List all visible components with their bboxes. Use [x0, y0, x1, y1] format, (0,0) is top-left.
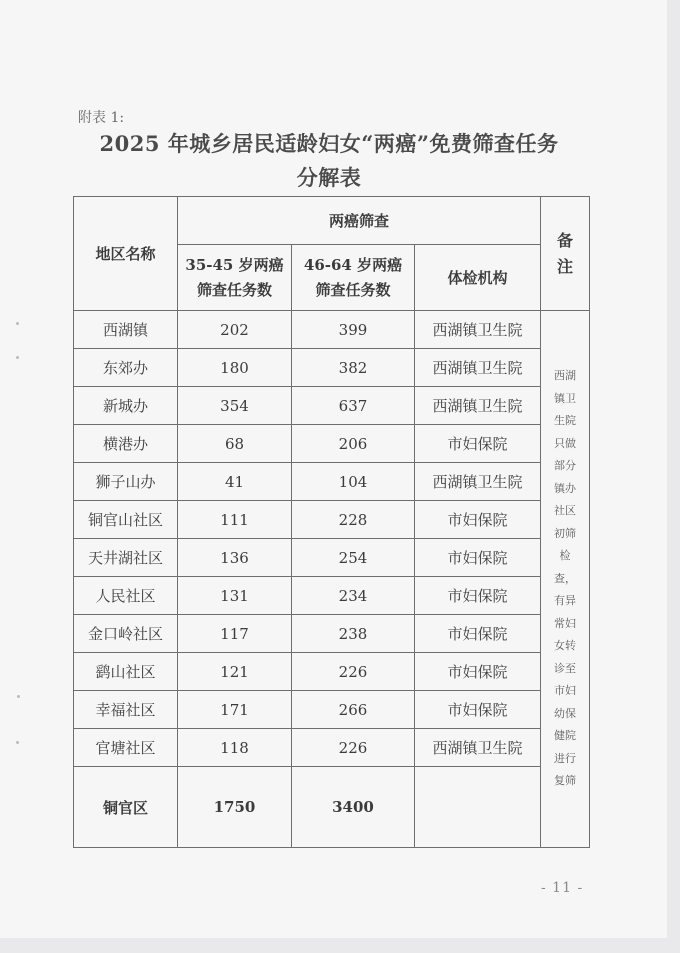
header-screening-group: 两癌筛查	[178, 197, 541, 245]
table-row	[74, 501, 590, 539]
region-cell: 幸福社区	[74, 691, 178, 729]
region-cell: 狮子山办	[74, 463, 178, 501]
document-title: 2025 年城乡居民适龄妇女“两癌”免费筛查任务	[99, 131, 559, 156]
region-cell: 横港办	[74, 425, 178, 463]
scan-speck	[16, 741, 19, 744]
region-cell: 新城办	[74, 387, 178, 425]
region-cell: 人民社区	[74, 577, 178, 615]
remark-cell	[541, 311, 590, 848]
task-46-64-cell: 226	[292, 729, 415, 767]
institution-cell: 市妇保院	[415, 539, 541, 577]
table-row	[74, 425, 590, 463]
institution-cell: 西湖镇卫生院	[415, 387, 541, 425]
total-institution-cell	[415, 767, 541, 848]
total-task-35-45-cell: 1750	[178, 767, 292, 848]
region-cell: 西湖镇	[74, 311, 178, 349]
header-remark-text: 备注	[557, 230, 574, 276]
region-cell: 东郊办	[74, 349, 178, 387]
task-35-45-cell: 131	[178, 577, 292, 615]
task-35-45-cell: 121	[178, 653, 292, 691]
task-46-64-cell: 226	[292, 653, 415, 691]
institution-cell: 市妇保院	[415, 653, 541, 691]
table-row	[74, 463, 590, 501]
header-remark	[541, 197, 590, 311]
scan-speck	[16, 322, 19, 325]
institution-cell: 市妇保院	[415, 615, 541, 653]
task-35-45-cell: 354	[178, 387, 292, 425]
document-title-continued: 分解表	[296, 165, 362, 190]
header-task-35-45: 35-45 岁两癌筛查任务数	[178, 245, 292, 311]
header-region: 地区名称	[74, 197, 178, 311]
task-46-64-cell: 399	[292, 311, 415, 349]
page-number: - 11 -	[541, 880, 584, 896]
region-cell: 天井湖社区	[74, 539, 178, 577]
task-46-64-cell: 254	[292, 539, 415, 577]
task-46-64-cell: 238	[292, 615, 415, 653]
task-35-45-cell: 202	[178, 311, 292, 349]
table-row	[74, 387, 590, 425]
total-region-cell: 铜官区	[74, 767, 178, 848]
table-row	[74, 729, 590, 767]
institution-cell: 西湖镇卫生院	[415, 729, 541, 767]
task-35-45-cell: 68	[178, 425, 292, 463]
task-46-64-cell: 266	[292, 691, 415, 729]
screening-task-table	[73, 196, 590, 848]
header-task-46-64: 46-64 岁两癌筛查任务数	[292, 245, 415, 311]
scan-speck	[16, 356, 19, 359]
region-cell: 官塘社区	[74, 729, 178, 767]
task-46-64-cell: 382	[292, 349, 415, 387]
table-row	[74, 653, 590, 691]
institution-cell: 市妇保院	[415, 691, 541, 729]
table-row	[74, 349, 590, 387]
total-row	[74, 767, 590, 848]
task-35-45-cell: 41	[178, 463, 292, 501]
region-cell: 金口岭社区	[74, 615, 178, 653]
table-row	[74, 615, 590, 653]
task-35-45-cell: 111	[178, 501, 292, 539]
header-institution: 体检机构	[415, 245, 541, 311]
task-46-64-cell: 206	[292, 425, 415, 463]
task-46-64-cell: 104	[292, 463, 415, 501]
table-row	[74, 691, 590, 729]
task-46-64-cell: 228	[292, 501, 415, 539]
task-35-45-cell: 180	[178, 349, 292, 387]
scan-speck	[17, 695, 20, 698]
region-cell: 鹞山社区	[74, 653, 178, 691]
attachment-label: 附表 1:	[78, 110, 125, 126]
institution-cell: 西湖镇卫生院	[415, 349, 541, 387]
institution-cell: 西湖镇卫生院	[415, 311, 541, 349]
task-35-45-cell: 136	[178, 539, 292, 577]
task-46-64-cell: 234	[292, 577, 415, 615]
task-35-45-cell: 117	[178, 615, 292, 653]
institution-cell: 市妇保院	[415, 501, 541, 539]
institution-cell: 市妇保院	[415, 577, 541, 615]
table-row	[74, 539, 590, 577]
total-task-46-64-cell: 3400	[292, 767, 415, 848]
region-cell: 铜官山社区	[74, 501, 178, 539]
table-row	[74, 577, 590, 615]
institution-cell: 市妇保院	[415, 425, 541, 463]
remark-text: 西湖镇卫生院只做部分镇办社区初筛检查，有异常妇女转诊至市妇幼保健院进行复筛	[554, 369, 577, 788]
task-46-64-cell: 637	[292, 387, 415, 425]
task-35-45-cell: 118	[178, 729, 292, 767]
task-35-45-cell: 171	[178, 691, 292, 729]
institution-cell: 西湖镇卫生院	[415, 463, 541, 501]
table-row	[74, 311, 590, 349]
